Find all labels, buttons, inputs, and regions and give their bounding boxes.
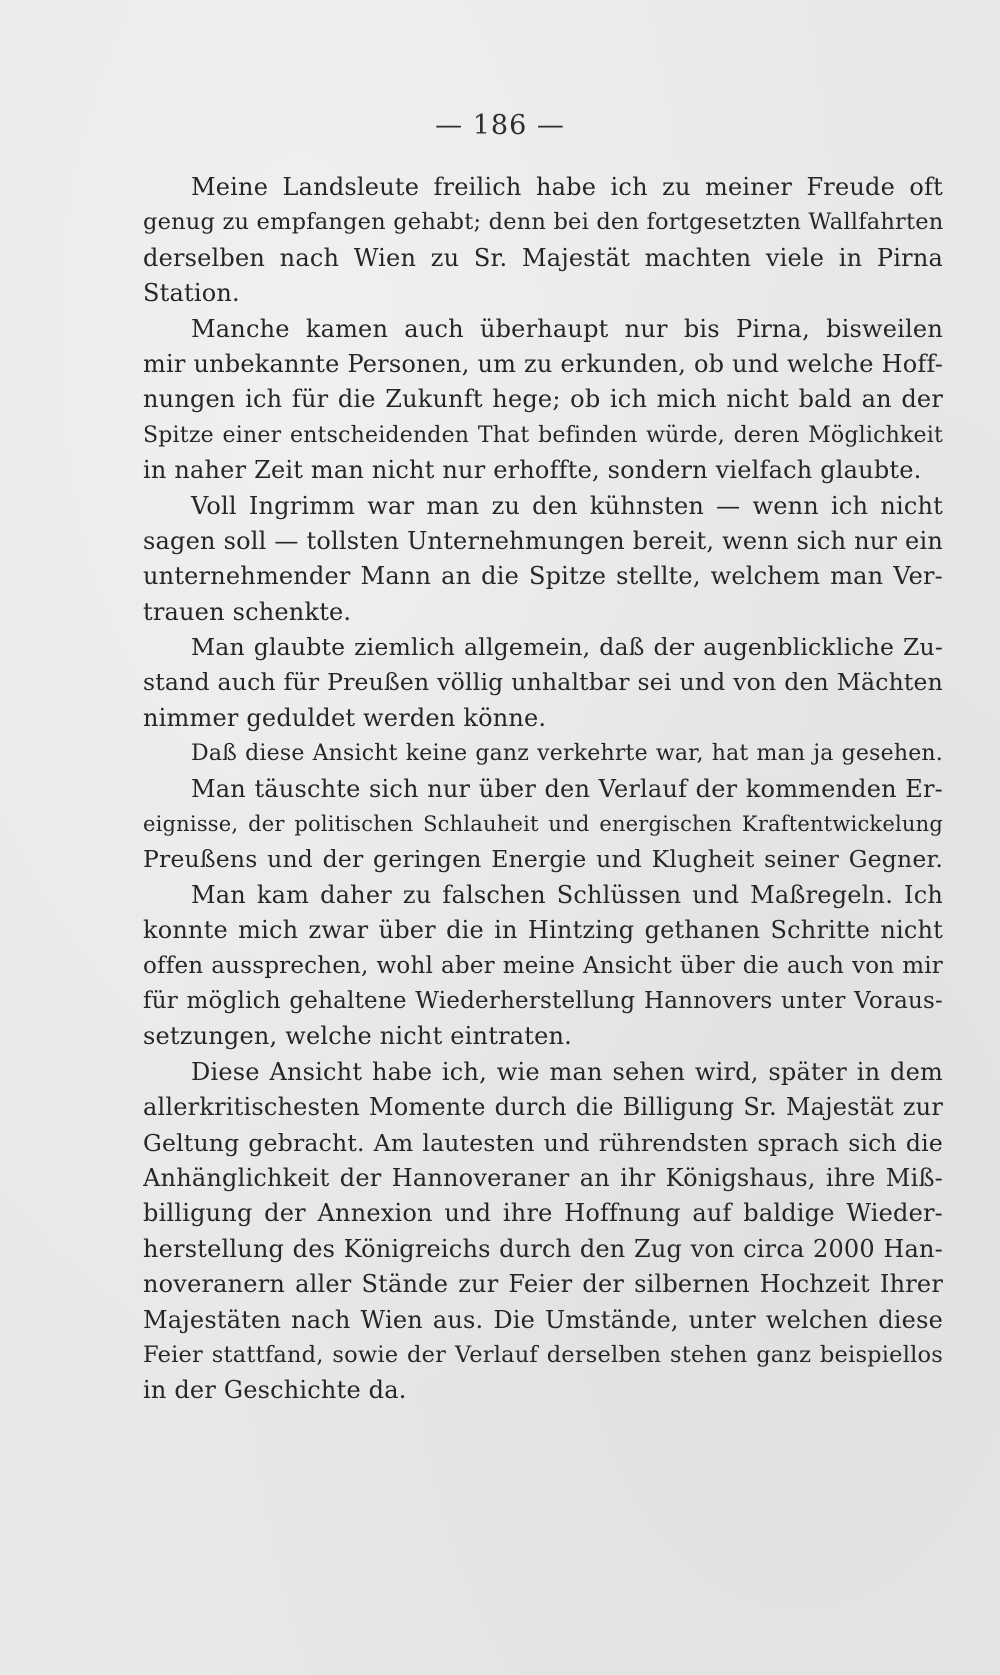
text-line: Majestäten nach Wien aus. Die Umstände, unter welchen diese — [143, 1305, 943, 1334]
page-number: — 186 — — [435, 110, 565, 141]
text-line: trauen schenkte. — [143, 597, 352, 626]
text-line: Preußens und der geringen Energie und Klugheit seiner Gegner. — [143, 845, 943, 874]
text-line: Anhänglichkeit der Hannoveraner an ihr Königshaus, ihre Miß- — [143, 1163, 943, 1192]
text-line: unternehmender Mann an die Spitze stellte, welchem man Ver- — [143, 562, 943, 591]
text-line: Man täuschte sich nur über den Verlauf der kommenden Er- — [191, 774, 943, 803]
text-line: Voll Ingrimm war man zu den kühnsten — wenn ich nicht — [191, 491, 943, 520]
text-line: allerkritischesten Momente durch die Billigung Sr. Majestät zur — [143, 1093, 943, 1122]
text-line: mir unbekannte Personen, um zu erkunden, ob und welche Hoff- — [143, 349, 943, 378]
text-line: sagen soll — tollsten Unternehmungen bereit, wenn sich nur ein — [143, 526, 943, 555]
text-line: Geltung gebracht. Am lautesten und rührendsten sprach sich die — [143, 1128, 943, 1157]
text-line: setzungen, welche nicht eintraten. — [143, 1022, 572, 1051]
text-line: noveranern aller Stände zur Feier der silbernen Hochzeit Ihrer — [143, 1270, 943, 1299]
text-line: nimmer geduldet werden könne. — [143, 703, 547, 732]
text-line: stand auch für Preußen völlig unhaltbar sei und von den Mächten — [143, 668, 943, 697]
text-line: eignisse, der politischen Schlauheit und energischen Kraftentwickelung — [143, 812, 943, 837]
text-line: Feier stattfand, sowie der Verlauf derselben stehen ganz beispiellos — [143, 1341, 943, 1368]
text-line: Meine Landsleute freilich habe ich zu meiner Freude oft — [191, 173, 943, 201]
text-line: offen aussprechen, wohl aber meine Ansicht über die auch von mir — [143, 952, 943, 979]
text-line: nungen ich für die Zukunft hege; ob ich mich nicht bald an der — [143, 385, 943, 414]
text-line: derselben nach Wien zu Sr. Majestät machten viele in Pirna — [143, 243, 943, 272]
text-line: in naher Zeit man nicht nur erhoffte, sondern vielfach glaubte. — [143, 456, 922, 485]
text-line: Man kam daher zu falschen Schlüssen und Maßregeln. Ich — [191, 880, 943, 909]
text-line: genug zu empfangen gehabt; denn bei den fortgesetzten Wallfahrten — [143, 209, 943, 236]
text-line: Station. — [143, 279, 240, 308]
text-line: Spitze einer entscheidenden That befinden würde, deren Möglichkeit — [143, 422, 943, 448]
text-line: Man glaubte ziemlich allgemein, daß der augenblickliche Zu- — [191, 633, 943, 662]
text-line: billigung der Annexion und ihre Hoffnung auf baldige Wieder- — [143, 1199, 943, 1228]
text-line: für möglich gehaltene Wiederherstellung Hannovers unter Voraus- — [143, 987, 943, 1014]
text-line: herstellung des Königreichs durch den Zug von circa 2000 Han- — [143, 1234, 943, 1263]
text-line: in der Geschichte da. — [143, 1376, 407, 1405]
text-line: konnte mich zwar über die in Hintzing gethanen Schritte nicht — [143, 916, 943, 945]
text-line: Daß diese Ansicht keine ganz verkehrte war, hat man ja gesehen. — [191, 741, 943, 767]
body-text — [143, 170, 943, 1409]
text-line: Diese Ansicht habe ich, wie man sehen wird, später in dem — [191, 1057, 943, 1086]
text-line: Manche kamen auch überhaupt nur bis Pirna, bisweilen — [191, 314, 943, 343]
